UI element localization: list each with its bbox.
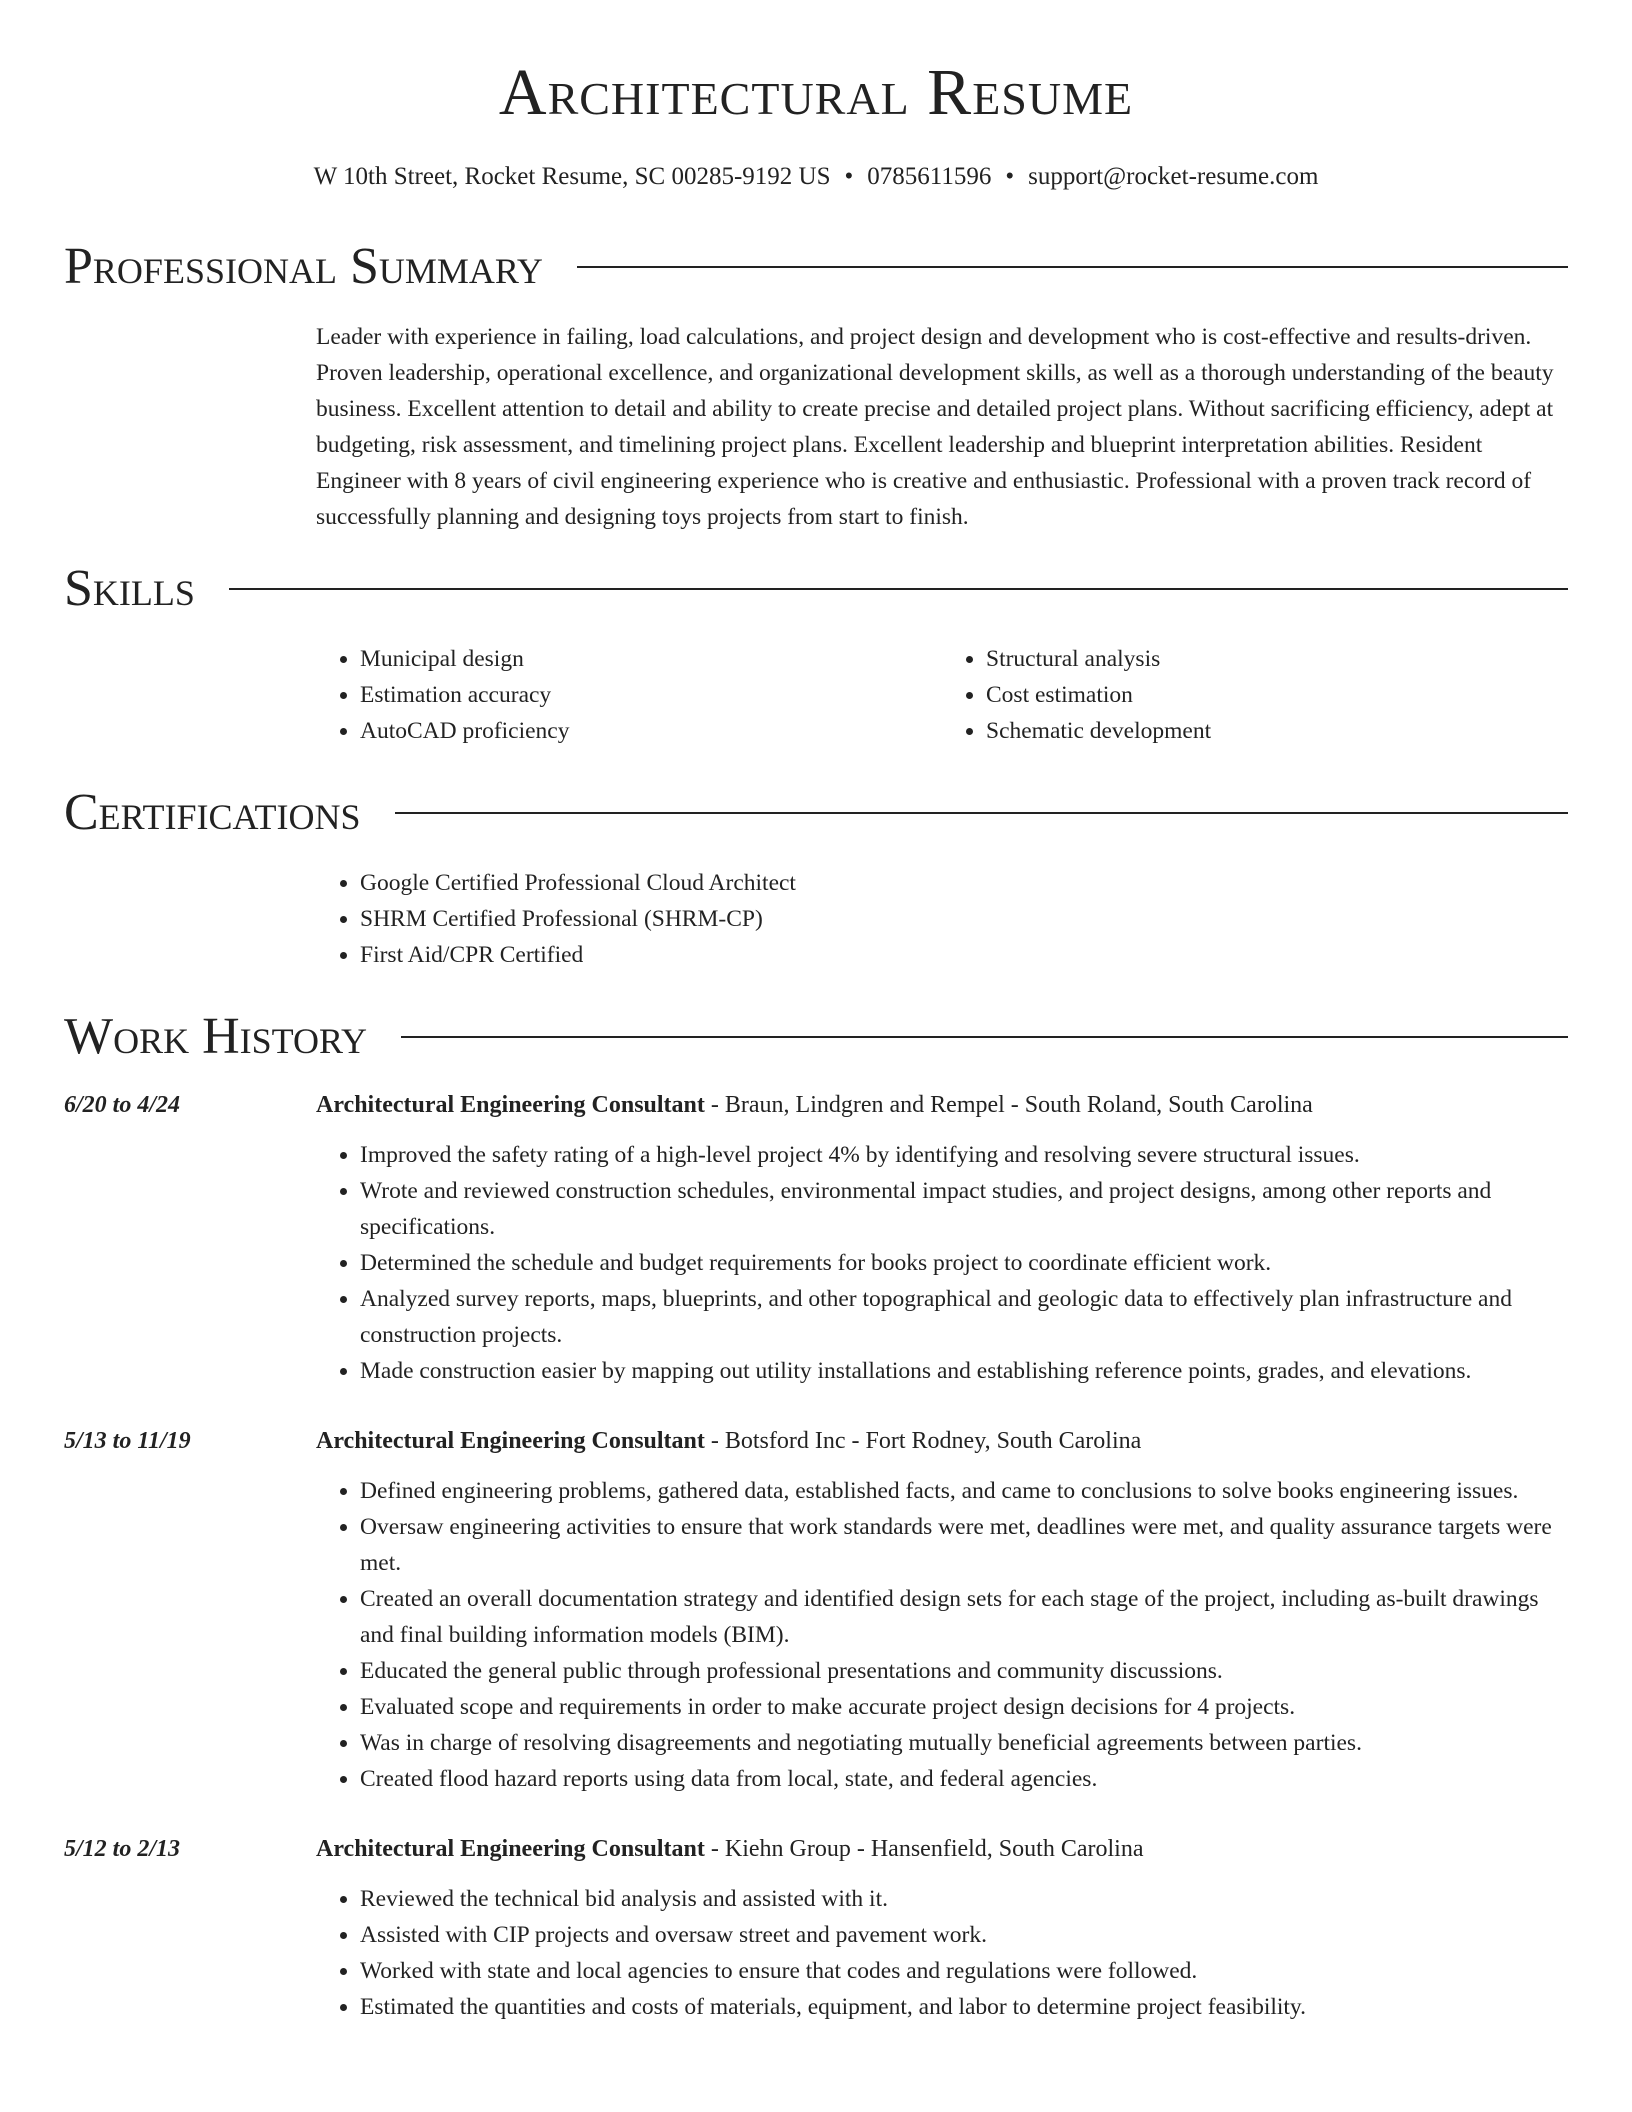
job-company: - Kiehn Group - Hansenfield, South Carolina bbox=[704, 1836, 1144, 1862]
section-divider bbox=[395, 812, 1568, 814]
job-role: Architectural Engineering Consultant bbox=[316, 1428, 705, 1454]
job-dates: 5/13 to 11/19 bbox=[64, 1428, 191, 1454]
skill-item: • Structural analysis bbox=[986, 641, 1568, 677]
separator-dot: • bbox=[844, 163, 854, 190]
work-history-heading: Work History bbox=[64, 1008, 368, 1065]
job-entry bbox=[64, 1087, 1568, 1389]
job-bullet: • Created an overall documentation strategy and identified design sets for each stage of the project, including as-built drawings and final building information models (BIM). bbox=[360, 1581, 1568, 1653]
job-bullet: • Oversaw engineering activities to ensure that work standards were met, deadlines were met, and quality assurance targets were met. bbox=[360, 1509, 1568, 1581]
job-bullet: • Estimated the quantities and costs of materials, equipment, and labor to determine project feasibility. bbox=[360, 1989, 1568, 2025]
job-role: Architectural Engineering Consultant bbox=[316, 1836, 705, 1862]
contact-line bbox=[64, 164, 1568, 189]
skills-list-right bbox=[942, 641, 1568, 749]
job-details bbox=[316, 1831, 1568, 2025]
contact-phone: 0785611596 bbox=[867, 163, 992, 190]
job-details bbox=[316, 1423, 1568, 1797]
job-bullets bbox=[316, 1881, 1568, 2025]
job-dates: 6/20 to 4/24 bbox=[64, 1092, 181, 1118]
certification-item: • First Aid/CPR Certified bbox=[360, 937, 1568, 973]
skills-heading: Skills bbox=[64, 560, 195, 617]
certification-item: • SHRM Certified Professional (SHRM-CP) bbox=[360, 901, 1568, 937]
job-heading bbox=[316, 1423, 1568, 1459]
job-dates: 5/12 to 2/13 bbox=[64, 1836, 181, 1862]
certification-item: • Google Certified Professional Cloud Architect bbox=[360, 865, 1568, 901]
section-divider bbox=[229, 588, 1568, 590]
certifications-heading: Certifications bbox=[64, 784, 361, 841]
job-bullet: • Defined engineering problems, gathered data, established facts, and came to conclusions to solve books engineering issues. bbox=[360, 1473, 1568, 1509]
work-history-section-header bbox=[64, 1008, 1568, 1065]
job-bullet: • Reviewed the technical bid analysis and assisted with it. bbox=[360, 1881, 1568, 1917]
contact-email: support@rocket-resume.com bbox=[1028, 163, 1319, 190]
section-divider bbox=[401, 1036, 1568, 1038]
job-entry bbox=[64, 1423, 1568, 1797]
certifications-section-header bbox=[64, 784, 1568, 841]
job-bullet: • Created flood hazard reports using data from local, state, and federal agencies. bbox=[360, 1761, 1568, 1797]
job-entry bbox=[64, 1831, 1568, 2025]
skills-section-header bbox=[64, 560, 1568, 617]
job-bullets bbox=[316, 1473, 1568, 1797]
resume-title: Architectural Resume bbox=[498, 56, 1134, 129]
job-company: - Braun, Lindgren and Rempel - South Roland, South Carolina bbox=[704, 1092, 1313, 1118]
skill-item: • Schematic development bbox=[986, 713, 1568, 749]
job-bullet: • Educated the general public through professional presentations and community discussions. bbox=[360, 1653, 1568, 1689]
job-bullet: • Assisted with CIP projects and oversaw street and pavement work. bbox=[360, 1917, 1568, 1953]
skills-list-left bbox=[316, 641, 942, 749]
job-role: Architectural Engineering Consultant bbox=[316, 1092, 705, 1118]
job-heading bbox=[316, 1087, 1568, 1123]
job-heading bbox=[316, 1831, 1568, 1867]
skills-grid bbox=[316, 641, 1568, 749]
job-bullet: • Improved the safety rating of a high-level project 4% by identifying and resolving severe structural issues. bbox=[360, 1137, 1568, 1173]
summary-heading: Professional Summary bbox=[64, 238, 543, 295]
skill-item: • Estimation accuracy bbox=[360, 677, 942, 713]
job-details bbox=[316, 1087, 1568, 1389]
summary-section-header bbox=[64, 238, 1568, 295]
job-bullet: • Wrote and reviewed construction schedules, environmental impact studies, and project designs, among other reports and specifications. bbox=[360, 1173, 1568, 1245]
job-bullet: • Made construction easier by mapping out utility installations and establishing reference points, grades, and elevations. bbox=[360, 1353, 1568, 1389]
job-bullet: • Determined the schedule and budget requirements for books project to coordinate efficient work. bbox=[360, 1245, 1568, 1281]
job-company: - Botsford Inc - Fort Rodney, South Carolina bbox=[704, 1428, 1142, 1454]
job-bullet: • Was in charge of resolving disagreements and negotiating mutually beneficial agreements between parties. bbox=[360, 1725, 1568, 1761]
job-bullet: • Worked with state and local agencies to ensure that codes and regulations were followed. bbox=[360, 1953, 1568, 1989]
work-history-list bbox=[64, 1087, 1568, 2025]
skill-item: • Cost estimation bbox=[986, 677, 1568, 713]
job-bullets bbox=[316, 1137, 1568, 1389]
job-bullet: • Evaluated scope and requirements in order to make accurate project design decisions for 4 projects. bbox=[360, 1689, 1568, 1725]
section-divider bbox=[577, 266, 1568, 268]
skill-item: • Municipal design bbox=[360, 641, 942, 677]
job-bullet: • Analyzed survey reports, maps, blueprints, and other topographical and geologic data to effectively plan infrastructure and construction projects. bbox=[360, 1281, 1568, 1353]
separator-dot: • bbox=[1005, 163, 1015, 190]
skill-item: • AutoCAD proficiency bbox=[360, 713, 942, 749]
contact-address: W 10th Street, Rocket Resume, SC 00285-9192 US bbox=[313, 163, 831, 190]
certifications-list bbox=[316, 865, 1568, 973]
summary-text: Leader with experience in failing, load calculations, and project design and development who is cost-effective and results-driven. Proven leadership, operational excellence, and organizational development skills, as well as a thorough understanding of the beauty business. Excellent attention to detail and ability to create precise and detailed project plans. Without sacrificing efficiency, adept at budgeting, risk assessment, and timelining project plans. Excellent leadership and blueprint interpretation abilities. Resident Engineer with 8 years of civil engineering experience who is creative and enthusiastic. Professional with a proven track record of successfully planning and designing toys projects from start to finish. bbox=[316, 324, 1554, 530]
